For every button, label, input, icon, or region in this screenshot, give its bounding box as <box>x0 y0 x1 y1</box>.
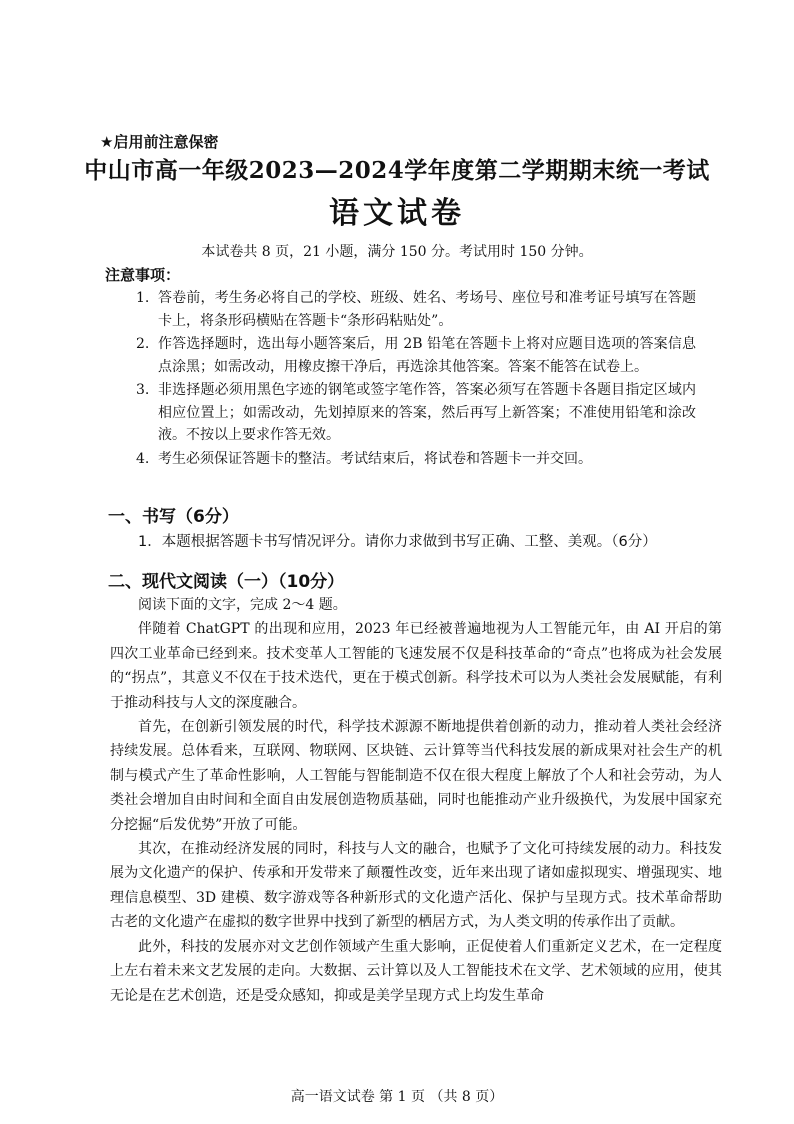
notice-item <box>136 287 696 332</box>
confidential-label: ★启用前注意保密 <box>100 133 219 151</box>
notice-item-text: 非选择题必须用黑色字迹的钢笔或签字笔作答，答案必须写在答题卡各题目指定区域内相应位置上；如需改动，先划掉原来的答案，然后再写上新答案；不准使用铅笔和涂改液。不按以上要求作答无效。 <box>158 382 696 443</box>
passage-paragraph: 伴随着 ChatGPT 的出现和应用，2023 年已经被普遍地视为人工智能元年，由 AI 开启的第四次工业革命已经到来。技术变革人工智能的飞速发展不仅是科技革命的“奇点”也将成为社会发展的“拐点”，其意义不仅在于技术迭代，更在于模式创新。科学技术可以为人类社会发展赋能，有利于推动科技与人文的深度融合。 <box>110 621 722 711</box>
exam-subtitle: 语文试卷 <box>329 196 465 231</box>
notice-item-text: 作答选择题时，选出每小题答案后，用 2B 铅笔在答题卡上将对应题目选项的答案信息点涂黑；如需改动，用橡皮擦干净后，再选涂其他答案。答案不能答在试卷上。 <box>158 336 696 375</box>
exam-title: 中山市高一年级2023—2024学年度第二学期期末统一考试 <box>84 157 710 184</box>
notice-item <box>136 333 696 378</box>
notice-heading: 注意事项： <box>105 266 181 284</box>
notice-list <box>136 287 696 471</box>
notice-item <box>136 379 696 447</box>
notice-item-number: 2. <box>136 336 150 352</box>
notice-item-text: 答卷前，考生务必将自己的学校、班级、姓名、考场号、座位号和准考证号填写在答题卡上，将条形码横贴在答题卡“条形码粘贴处”。 <box>158 290 696 329</box>
passage-paragraph: 首先，在创新引领发展的时代，科学技术源源不断地提供着创新的动力，推动着人类社会经济持续发展。总体看来，互联网、物联网、区块链、云计算等当代科技发展的新成果对社会生产的机制与模式产生了革命性影响，人工智能与智能制造不仅在很大程度上解放了个人和社会劳动，为人类社会增加自由时间和全面自由发展创造物质基础，同时也能推动产业升级换代，为发展中国家充分挖掘“后发优势”开放了可能。 <box>110 719 722 833</box>
notice-item-text: 考生必须保证答题卡的整洁。考试结束后，将试卷和答题卡一并交回。 <box>158 450 592 467</box>
passage-paragraph: 其次，在推动经济发展的同时，科技与人文的融合，也赋予了文化可持续发展的动力。科技发展为文化遗产的保护、传承和开发带来了颠覆性改变，近年来出现了诸如虚拟现实、增强现实、地理信息模型、3D 建模、数字游戏等各种新形式的文化遗产活化、保护与呈现方式。技术革命帮助古老的文化遗产在虚拟的数字世界中找到了新型的栖居方式，为人类文明的传承作出了贡献。 <box>110 841 722 931</box>
section-1-heading: 一、书写（6分） <box>108 507 239 527</box>
reading-passage <box>110 593 722 1008</box>
section-2-heading: 二、现代文阅读（一）（10分） <box>108 572 345 592</box>
section-1-item: 1．本题根据答题卡书写情况评分。请你力求做到书写正确、工整、美观。（6分） <box>138 534 657 550</box>
notice-item <box>136 448 696 471</box>
reading-instruction: 阅读下面的文字，完成 2～4 题。 <box>138 597 347 613</box>
passage-paragraph: 此外，科技的发展亦对文艺创作领域产生重大影响，正促使着人们重新定义艺术，在一定程度上左右着未来文艺发展的走向。大数据、云计算以及人工智能技术在文学、艺术领域的应用，使其无论是在艺术创造，还是受众感知，抑或是美学呈现方式上均发生革命 <box>110 938 722 1004</box>
notice-item-number: 4. <box>136 450 150 467</box>
page-footer: 高一语文试卷 第 1 页 （共 8 页） <box>290 1089 504 1105</box>
notice-item-number: 3. <box>136 382 150 398</box>
notice-item-number: 1. <box>136 290 150 306</box>
exam-intro: 本试卷共 8 页，21 小题，满分 150 分。考试用时 150 分钟。 <box>201 244 593 260</box>
